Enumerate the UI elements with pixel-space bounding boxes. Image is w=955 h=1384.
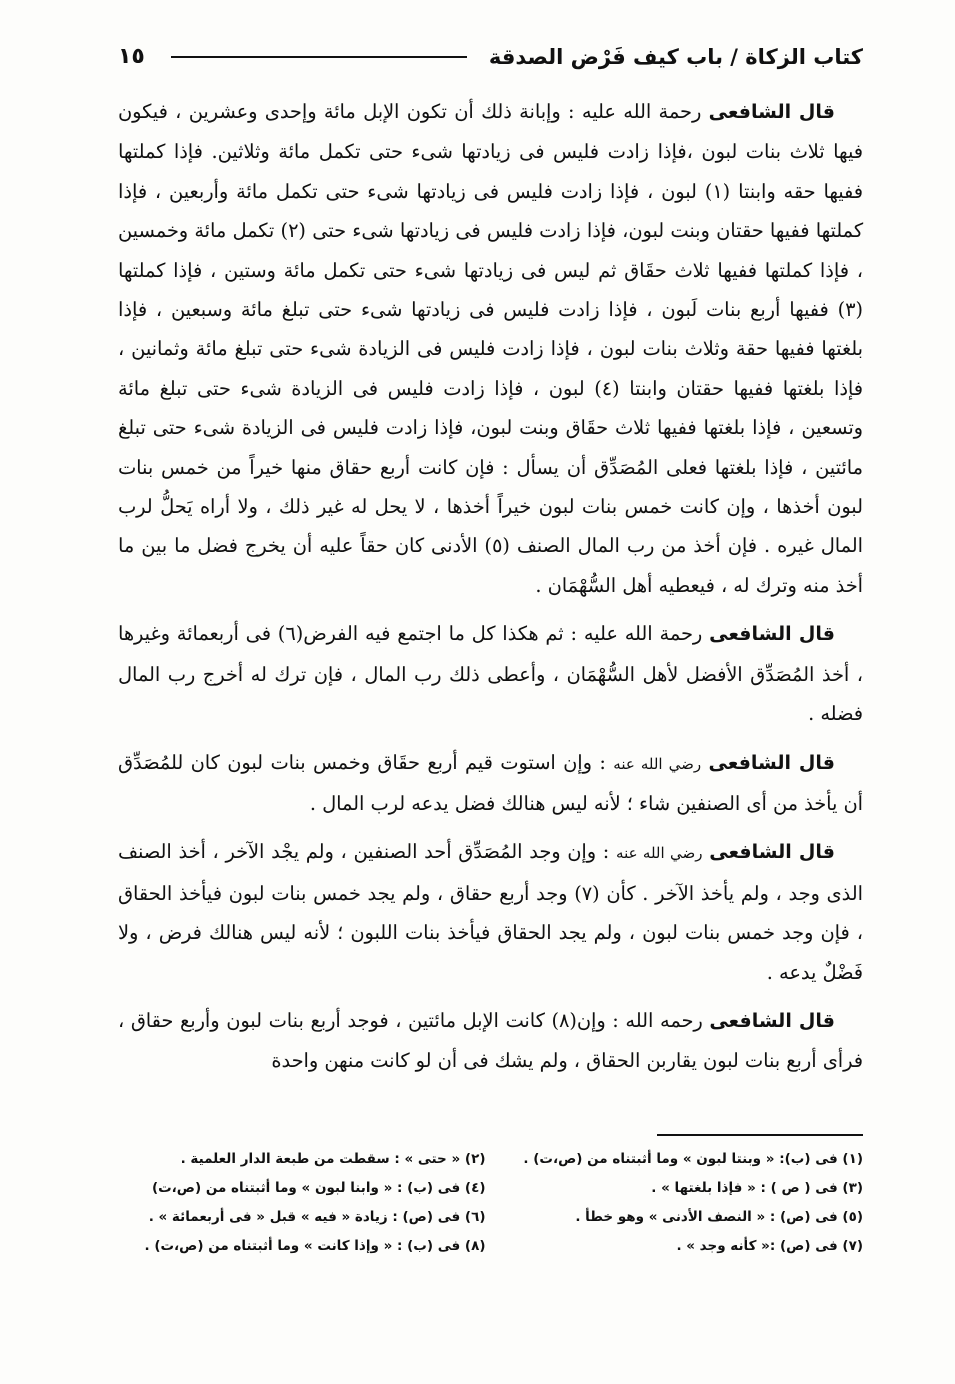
paragraph-3	[118, 743, 863, 824]
paragraph-1	[118, 92, 863, 605]
footnote-rule	[657, 1134, 863, 1136]
speaker-label: قال الشافعى	[708, 751, 835, 774]
page-number: ١٥	[118, 44, 145, 69]
speaker-label: قال الشافعى	[709, 623, 835, 646]
footnote-6: (٦) فى (ص) : زيادة « فيه » قبل « فى أربعمائة » .	[148, 1209, 486, 1225]
footnote-1: (١) فى (ب): « وبنتا لبون » وما أثبتناه من (ص،ت) .	[523, 1151, 863, 1167]
honorific-symbol: رضي الله عنه	[616, 844, 703, 863]
footnote-5: (٥) فى (ص) : « النصف الأدنى » وهو خطأ .	[575, 1209, 863, 1225]
speaker-label: قال الشافعى	[708, 101, 835, 123]
footnote-8: (٨) فى (ب) : « وإذا كانت » وما أثبتناه من (ص،ت) .	[144, 1238, 486, 1254]
paragraph-2	[118, 614, 863, 733]
header-rule	[171, 56, 467, 58]
footnotes	[118, 1145, 863, 1261]
running-header	[118, 44, 863, 69]
footnote-3: (٣) فى ( ص ) : « فإذا بلغتها » .	[651, 1180, 863, 1196]
speaker-label: قال الشافعى	[709, 1009, 835, 1032]
paragraph-5	[118, 1001, 863, 1081]
main-text	[118, 92, 863, 1090]
honorific-symbol: رضي الله عنه	[613, 754, 702, 773]
footnote-4: (٤) فى (ب) : « وابنا لبون » وما أثبتناه من (ص،ت)	[151, 1180, 486, 1196]
paragraph-text: رحمة الله عليه : ثم هكذا كل ما اجتمع فيه الفرض(٦) فى أربعمائة وغيرها ، أخذ المُصَدِّق الأفضل لأهل السُّهْمَان ، وأعطى ذلك رب المال ، فإن ترك له أخرج رب المال فضله .	[118, 622, 863, 726]
paragraph-text: رحمة الله عليه : وإبانة ذلك أن تكون الإبل مائة وإحدى وعشرين ، فيكون فيها ثلاث بنات لبون ،فإذا زادت فليس فى زيادتها شىء حتى تكمل مائة وثلاثين. فإذا كملتها ففيها حقه وابنتا (١) لبون ، فإذا زادت فليس فى زيادتها شىء حتى تكمل مائة وأربعين ، فإذا كملتها ففيها حقتان وبنت لبون، فإذا زادت فليس فى زيادتها شىء حتى (٢) تكمل مائة وخمسين ، فإذا كملتها ففيها ثلاث حقَاق ثم ليس فى زيادتها شىء حتى تكمل مائة وستين ، فإذا كملتها (٣) ففيها أربع بنات لَبون ، فإذا زادت فليس فى زيادتها شىء حتى تبلغ مائة وسبعين ، فإذا بلغتها ففيها حقة وثلاث بنات لبون ، فإذا زادت فليس فى الزيادة شىء حتى تبلغ مائة وثمانين ، فإذا بلغتها ففيها حقتان وابنتا (٤) لبون ، فإذا زادت فليس فى الزيادة شىء حتى تبلغ مائة وتسعين ، فإذا بلغتها ففيها ثلاث حقَاق وبنت لبون، فإذا زادت فليس فى الزيادة شىء حتى تبلغ مائتين ، فإذا بلغتها فعلى المُصَدِّق أن يسأل : فإن كانت أربع حقاق منها خيراً من خمس بنات لبون أخذها ، وإن كانت خمس بنات لبون خيراً أخذها ، لا يحل له غير ذلك ، ولا أراه يَحلُّ لرب المال غيره . فإن أخذ من رب المال الصنف (٥) الأدنى كان حقاً عليه أن يخرج فضل ما بين ما أخذ منه وترك له ، فيعطيه أهل السُّهْمَان .	[118, 100, 864, 597]
speaker-label: قال الشافعى	[709, 841, 835, 864]
paragraph-text: رحمه الله : وإن(٨) كانت الإبل مائتين ، فوجد أربع بنات لبون وأربع حقاق ، فرأى أربع بنات لبون يقاربن الحقاق ، ولم يشك فى أن لو كانت منهن واحدة	[118, 1008, 863, 1073]
footnote-7: (٧) فى (ص) :« كأنه وجد » .	[676, 1238, 863, 1254]
paragraph-text: : وإن وجد المُصَدِّق أحد الصنفين ، ولم يجْد الآخر ، أخذ الصنف الذى وجد ، ولم يأخذ الآخر . كأن (٧) وجد أربع حقاق ، ولم يجد خمس بنات لبون فيأخذ الحقاق ، فإن وجد خمس بنات لبون ، ولم يجد الحقاق فيأخذ بنات اللبون ؛ لأنه ليس هنالك فرض ، ولا فَضْلٌ يدعه .	[118, 840, 863, 984]
footnote-2: (٢) « حتى » : سقطت من طبعة الدار العلمية .	[180, 1151, 486, 1167]
paragraph-text: : وإن استوت قيم أربع حقَاق وخمس بنات لبون كان للمُصَدِّق أن يأخذ من أى الصنفين شاء ؛ لأنه ليس هنالك فضل يدعه لرب المال .	[118, 750, 863, 815]
header-title: كتاب الزكاة / باب كيف فَرْض الصدقة	[488, 44, 863, 69]
paragraph-4	[118, 832, 863, 992]
